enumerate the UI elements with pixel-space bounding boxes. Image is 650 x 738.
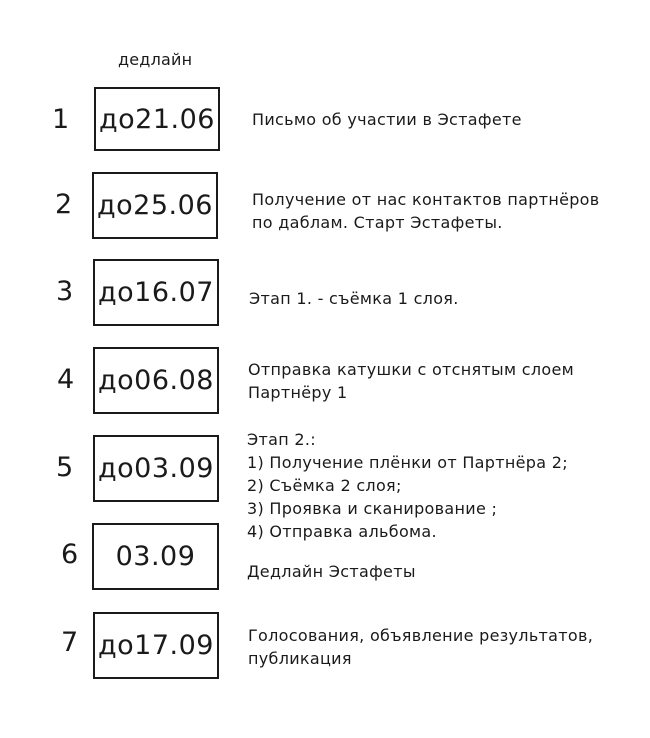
step-number: 7 xyxy=(61,627,79,658)
step-description-line: Дедлайн Эстафеты xyxy=(247,562,416,581)
deadline-date-box: до17.09 xyxy=(93,612,219,679)
step-description xyxy=(252,188,600,234)
deadline-column-header: дедлайн xyxy=(118,50,193,69)
deadline-date-box: до03.09 xyxy=(93,435,219,502)
step-description-line: 2) Съёмка 2 слоя; xyxy=(247,476,402,495)
step-number: 1 xyxy=(52,104,70,135)
step-number: 2 xyxy=(55,189,73,220)
step-number: 6 xyxy=(61,539,79,570)
step-description xyxy=(252,108,522,131)
step-number: 4 xyxy=(57,364,75,395)
deadline-date-box: до16.07 xyxy=(93,259,219,326)
step-description-line: Партнёру 1 xyxy=(248,383,348,402)
deadline-date-box: 03.09 xyxy=(92,523,219,590)
step-description-line: публикация xyxy=(248,649,352,668)
deadline-date-box: до25.06 xyxy=(92,172,218,239)
step-description-line: Голосования, объявление результатов, xyxy=(248,626,594,645)
deadline-date-box: до06.08 xyxy=(93,347,219,414)
step-description xyxy=(248,624,593,670)
step-description-line: Этап 1. - съёмка 1 слоя. xyxy=(249,289,459,308)
step-description-line: 3) Проявка и сканирование ; xyxy=(247,499,498,518)
deadline-date-box: до21.06 xyxy=(94,87,220,151)
step-description-line: Получение от нас контактов партнёров xyxy=(252,190,600,209)
step-description-line: Отправка катушки с отснятым слоем xyxy=(248,360,574,379)
step-number: 3 xyxy=(56,276,74,307)
step-description xyxy=(247,560,416,583)
step-description-line: Письмо об участии в Эстафете xyxy=(252,110,522,129)
step-description xyxy=(249,287,459,310)
step-description xyxy=(247,428,568,543)
step-number: 5 xyxy=(56,452,74,483)
step-description-line: 1) Получение плёнки от Партнёра 2; xyxy=(247,453,568,472)
step-description xyxy=(248,358,574,404)
step-description-line: 4) Отправка альбома. xyxy=(247,522,437,541)
step-description-line: по даблам. Старт Эстафеты. xyxy=(252,213,503,232)
step-description-line: Этап 2.: xyxy=(247,430,316,449)
